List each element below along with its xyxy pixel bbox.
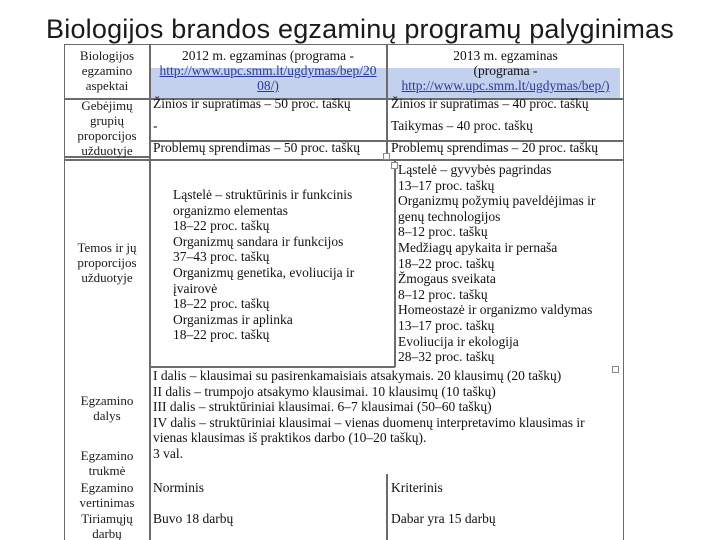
topics-2012: Ląstelė – struktūrinis ir funkcinis organizmo elementas 18–22 proc. taškų Organizmų sandara ir funkcijos 37–43 proc. taškų Organizmų genetika, evoliucija ir įvairovė 18–22 proc. taškų Organizmas ir aplinka 18–22 proc. taškų: [173, 187, 355, 343]
exam-parts: I dalis – klausimai su pasirenkamaisiais atsakymais. 20 klausimų (20 taškų) II dalis – trumpojo atsakymo klausimai. 10 klausimų (10 taškų) III dalis – struktūriniai klausimai. 6–7 klausimai (50–60 taškų) IV dalis – struktūriniai klausimai – vienas duomenų interpretavimo klausimas ir vienas klausimas iš praktikos darbo (10–20 taškų).: [153, 368, 585, 446]
link-2012-program[interactable]: http://www.upc.smm.lt/ugdymas/bep/20: [159, 63, 377, 78]
topics-2013: Ląstelė – gyvybės pagrindas 13–17 proc. taškų Organizmų požymių paveldėjimas ir genų technologijos 8–12 proc. taškų Medžiagų apykaita ir pernaša 18–22 proc. taškų Žmogaus sveikata 8–12 proc. taškų Homeostazė ir organizmo valdymas 13–17 proc. taškų Evoliucija ir ekologija 28–32 proc. taškų: [398, 162, 596, 365]
skills-2013: Žinios ir supratimas – 40 proc. taškų Taikymas – 40 proc. taškų: [391, 96, 589, 133]
link-2012-program-cont[interactable]: 08/): [257, 78, 279, 93]
exam-duration: 3 val.: [153, 446, 183, 461]
assessment-2012: Norminis: [153, 480, 205, 495]
assessment-2013: Kriterinis: [391, 480, 443, 495]
label-aspects: Biologijos egzamino aspektai: [79, 48, 135, 93]
label-assessment: Egzamino vertinimas: [79, 480, 135, 510]
label-parts: Egzamino dalys: [80, 393, 134, 423]
label-duration: Egzamino trukmė: [80, 448, 134, 478]
header-2013: 2013 m. egzaminas (programa - http://www.upc.smm.lt/ugdymas/bep/): [387, 48, 624, 93]
research-2012: Buvo 18 darbų: [153, 511, 234, 526]
comparison-table-scan: [64, 44, 624, 540]
label-research: Tiriamųjų darbų: [81, 511, 133, 540]
column-divider: [394, 159, 396, 367]
resize-handle-icon: [391, 162, 398, 169]
header-2012: 2012 m. egzaminas (programa - http://www.upc.smm.lt/ugdymas/bep/20 08/): [150, 48, 386, 93]
label-skill-groups: Gebėjimų grupių proporcijos užduotyje: [77, 98, 137, 158]
link-2013-program[interactable]: http://www.upc.smm.lt/ugdymas/bep/): [401, 78, 610, 93]
label-topics: Temos ir jų proporcijos užduotyje: [77, 240, 137, 285]
skills-2012: Žinios ir supratimas – 50 proc. taškų -: [153, 96, 351, 133]
column-divider: [386, 474, 388, 540]
row-divider: [64, 159, 624, 161]
problems-2013: Problemų sprendimas – 20 proc. taškų: [391, 140, 598, 155]
research-2013: Dabar yra 15 darbų: [391, 511, 496, 526]
slide-title: Biologijos brandos egzaminų programų palyginimas: [46, 14, 674, 44]
problems-2012: Problemų sprendimas – 50 proc. taškų: [153, 140, 360, 155]
